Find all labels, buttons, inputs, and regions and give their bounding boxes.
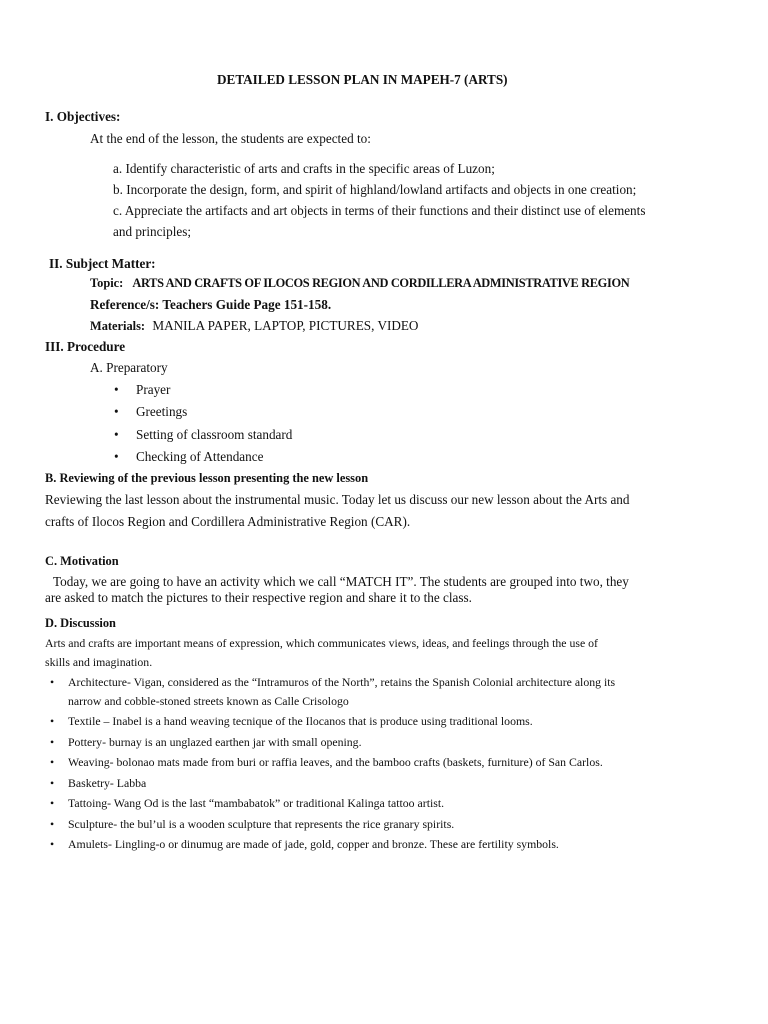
objectives-intro: At the end of the lesson, the students are expected to: xyxy=(90,131,371,146)
discussion-intro: skills and imagination. xyxy=(45,655,153,669)
discussion-item: • Sculpture- the bul’ul is a wooden sculpture that represents the rice granary spirits. xyxy=(68,817,454,832)
procedure-heading: III. Procedure xyxy=(45,339,126,354)
objectives-heading: I. Objectives: xyxy=(45,109,121,124)
objective-item: b. Incorporate the design, form, and spirit of highland/lowland artifacts and objects in one creation; xyxy=(113,182,637,197)
motivation-heading: C. Motivation xyxy=(45,554,119,568)
preparatory-item: • Setting of classroom standard xyxy=(136,427,292,443)
materials-line xyxy=(90,318,418,334)
motivation-line: Today, we are going to have an activity which we call “MATCH IT”. The students are grouped into two, they xyxy=(53,574,629,589)
discussion-item: • Basketry- Labba xyxy=(68,776,146,791)
objective-item: and principles; xyxy=(113,224,192,239)
reference-line: Reference/s: Teachers Guide Page 151-158. xyxy=(90,297,332,312)
review-line: crafts of Ilocos Region and Cordillera Administrative Region (CAR). xyxy=(45,514,411,529)
discussion-intro: Arts and crafts are important means of expression, which communicates views, ideas, and feelings through the use of xyxy=(45,636,598,650)
discussion-item: • Weaving- bolonao mats made from buri or raffia leaves, and the bamboo crafts (baskets, furniture) of San Carlos. xyxy=(68,755,603,770)
topic-line xyxy=(90,276,629,291)
objective-item: a. Identify characteristic of arts and crafts in the specific areas of Luzon; xyxy=(113,161,495,176)
topic-value: ARTS AND CRAFTS OF ILOCOS REGION AND CORDILLERA ADMINISTRATIVE REGION xyxy=(132,276,630,290)
motivation-line: are asked to match the pictures to their respective region and share it to the class. xyxy=(45,590,472,605)
discussion-item-continuation: narrow and cobble-stoned streets known as Calle Crisologo xyxy=(68,694,349,708)
discussion-item: • Architecture- Vigan, considered as the “Intramuros of the North”, retains the Spanish Colonial architecture along its xyxy=(68,675,615,690)
materials-value: MANILA PAPER, LAPTOP, PICTURES, VIDEO xyxy=(152,318,419,333)
topic-label: Topic: xyxy=(90,276,124,290)
discussion-item: • Pottery- burnay is an unglazed earthen jar with small opening. xyxy=(68,735,362,750)
preparatory-item: • Checking of Attendance xyxy=(136,449,263,465)
discussion-item: • Tattoing- Wang Od is the last “mambabatok” or traditional Kalinga tattoo artist. xyxy=(68,796,444,811)
materials-label: Materials: xyxy=(90,319,146,333)
preparatory-item: • Prayer xyxy=(136,382,170,398)
discussion-item: • Textile – Inabel is a hand weaving tecnique of the Ilocanos that is produce using traditional looms. xyxy=(68,714,533,729)
discussion-item: • Amulets- Lingling-o or dinumug are made of jade, gold, copper and bronze. These are fertility symbols. xyxy=(68,837,559,852)
discussion-heading: D. Discussion xyxy=(45,616,116,630)
review-heading: B. Reviewing of the previous lesson presenting the new lesson xyxy=(45,471,369,485)
page-title: DETAILED LESSON PLAN IN MAPEH-7 (ARTS) xyxy=(217,72,508,87)
preparatory-item: • Greetings xyxy=(136,404,187,420)
objective-item: c. Appreciate the artifacts and art objects in terms of their functions and their distinct use of elements xyxy=(113,203,646,218)
preparatory-heading: A. Preparatory xyxy=(90,360,168,375)
subject-matter-heading: II. Subject Matter: xyxy=(49,256,156,271)
review-line: Reviewing the last lesson about the instrumental music. Today let us discuss our new lesson about the Arts and xyxy=(45,492,630,507)
